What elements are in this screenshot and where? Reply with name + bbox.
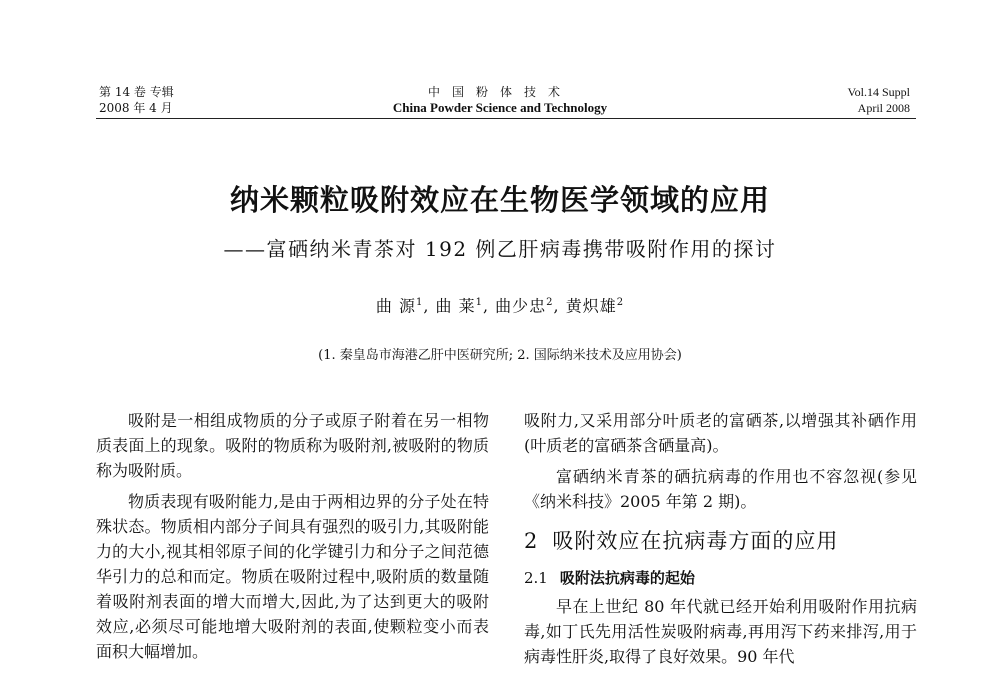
volume-line-en: Vol.14 Suppl xyxy=(847,85,910,99)
subsection-heading xyxy=(524,566,917,590)
date-line-en: April 2008 xyxy=(857,101,910,115)
paragraph: 吸附是一相组成物质的分子或原子附着在另一相物质表面上的现象。吸附的物质称为吸附剂,被吸附的物质称为吸附质。 xyxy=(96,411,489,480)
subsection-number: 2.1 xyxy=(524,569,548,587)
subsection-title: 吸附法抗病毒的起始 xyxy=(559,569,695,587)
left-column xyxy=(96,408,489,670)
volume-line: 第 14 卷 专辑 xyxy=(99,85,174,99)
section-heading xyxy=(524,526,917,556)
author-affil-mark: 2 xyxy=(546,297,554,308)
paragraph: 富硒纳米青茶的硒抗病毒的作用也不容忽视(参见《纳米科技》2005 年第 2 期)。 xyxy=(524,467,917,511)
article-subtitle: ——富硒纳米青茶对 192 例乙肝病毒携带吸附作用的探讨 xyxy=(223,237,777,261)
journal-name xyxy=(300,84,700,116)
paragraph: 早在上世纪 80 年代就已经开始利用吸附作用抗病毒,如丁氏先用活性炭吸附病毒,再用泻下药来排泻,用于病毒性肝炎,取得了良好效果。90 年代 xyxy=(524,597,917,666)
journal-volume-info xyxy=(99,84,174,116)
affiliation: (1. 秦皇岛市海港乙肝中医研究所; 2. 国际纳米技术及应用协会) xyxy=(318,348,682,363)
journal-name-cn: 中国粉体技术 xyxy=(427,85,572,99)
author-affil-mark: 1 xyxy=(415,297,424,308)
author-affil-mark: 2 xyxy=(616,297,625,308)
author: 黄炽雄 xyxy=(565,296,617,316)
paragraph: 物质表现有吸附能力,是由于两相边界的分子处在特殊状态。物质相内部分子间具有强烈的吸引力,其吸附能力的大小,视其相邻原子间的化学键引力和分子之间范德华引力的总和而定。物质在吸附过程中,吸附质的数量随着吸附剂表面的增大而增大,因此,为了达到更大的吸附效应,必须尽可能地增大吸附剂的表面,使颗粒变小而表面积大幅增加。 xyxy=(96,492,489,661)
header-rule xyxy=(96,118,916,119)
paragraph: 吸附力,又采用部分叶质老的富硒茶,以增强其补硒作用(叶质老的富硒茶含硒量高)。 xyxy=(524,411,917,455)
section-number: 2 xyxy=(524,529,539,553)
right-column xyxy=(524,408,917,675)
journal-name-en: China Powder Science and Technology xyxy=(392,100,608,115)
author: 曲少忠 xyxy=(495,296,547,316)
date-line: 2008 年 4 月 xyxy=(99,101,173,115)
author-affil-mark: 1 xyxy=(475,297,483,308)
author: 曲 源 xyxy=(375,296,416,316)
article-title: 纳米颗粒吸附效应在生物医学领域的应用 xyxy=(229,183,770,217)
author: 曲 莱 xyxy=(435,296,476,316)
author-list: 曲 源$^1$, 曲 莱$^1$, 曲少忠$^2$, 黄炽雄$^2$ xyxy=(375,296,625,316)
journal-volume-info-en xyxy=(848,84,910,116)
section-title: 吸附效应在抗病毒方面的应用 xyxy=(552,529,839,553)
